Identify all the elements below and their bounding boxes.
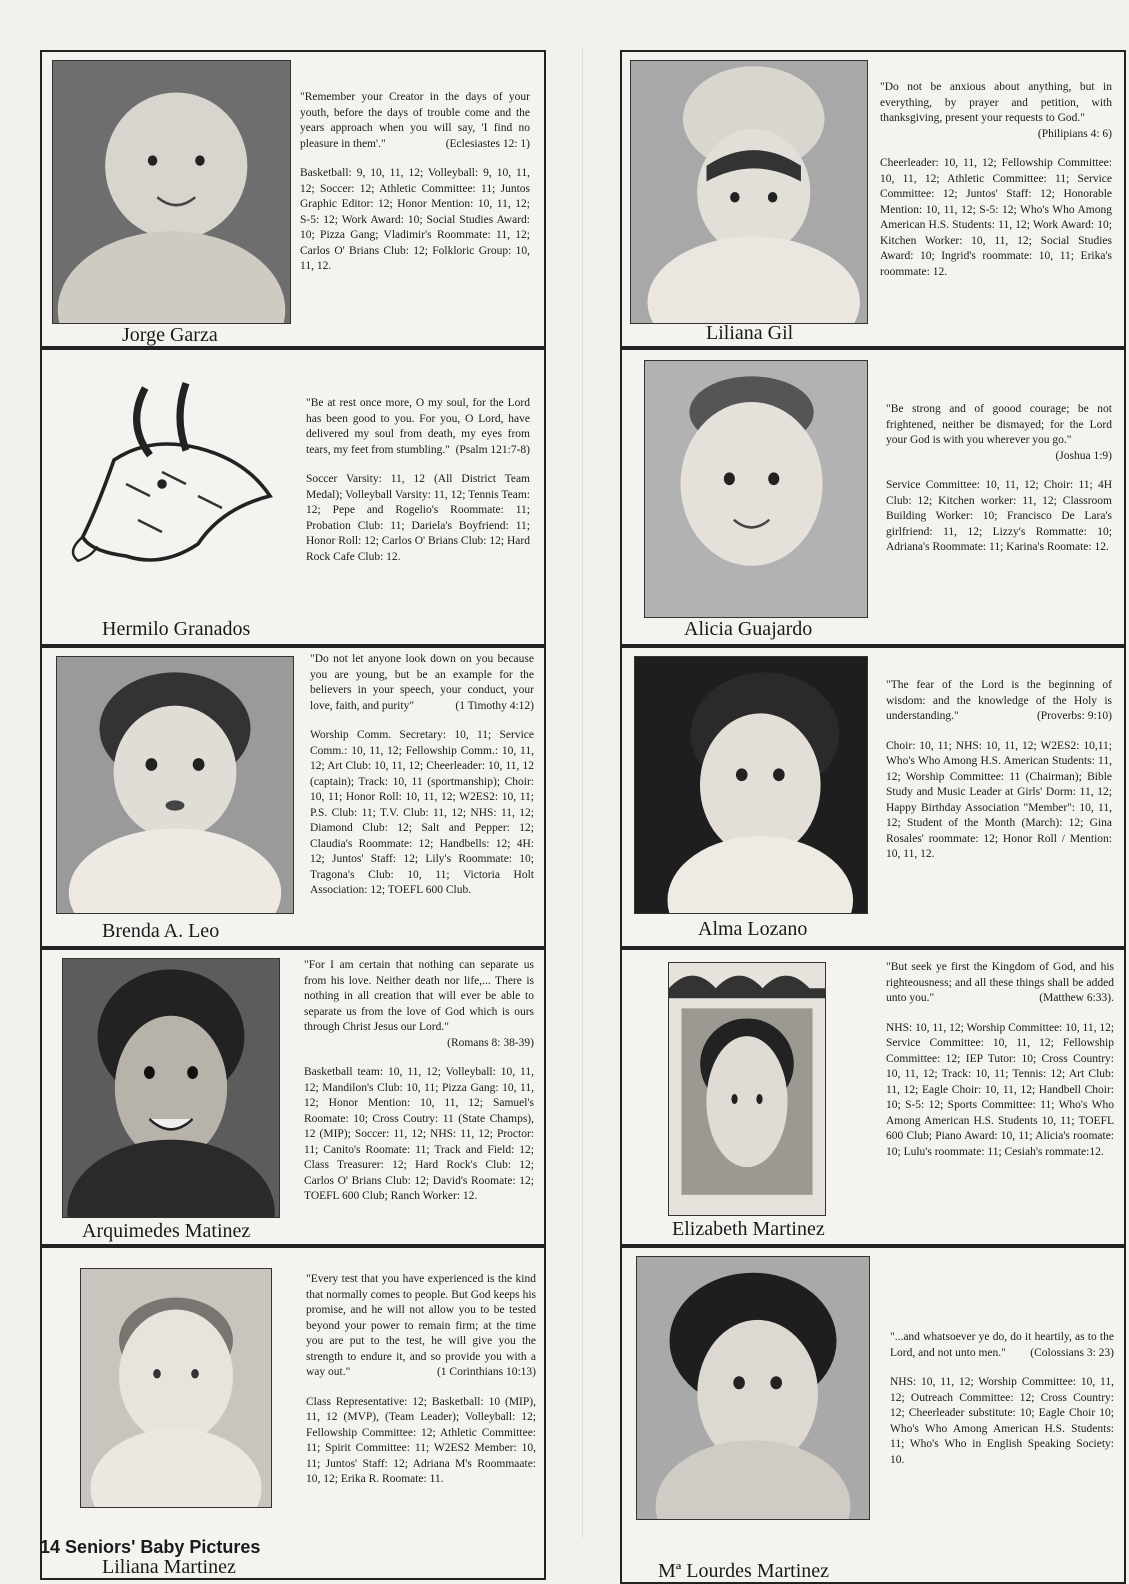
bible-quote [306,396,530,458]
student-name: Mª Lourdes Martinez [658,1560,830,1582]
student-name: Elizabeth Martinez [672,1218,825,1240]
quote-reference: (Eclesiastes 12: 1) [445,137,530,150]
section-title: Seniors' Baby Pictures [65,1537,261,1557]
student-name: Brenda A. Leo [102,920,220,942]
bible-quote [880,80,1112,142]
senior-card [620,646,1126,948]
activities: Worship Comm. Secretary: 10, 11; Service Comm.: 10, 11, 12; Fellowship Comm.: 10, 11, 12; Art Club: 10, 11, 12; Cheerleader: 10, 11, 12 (captain); Track: 10, 11 (sportmanship); Choir: 10, 11; Honor Roll: 10, 11, 12; W2ES2: 10, 11; P.S. Club: 11; T.V. Club: 11, 12; NHS: 11, 12; Diamond Club: 12; Salt and Pepper: 12; Claudia's Roommate: 12; Handbells: 12; 4H: 12; Juntos' Staff: 12; Lily's Roommate: 10; Tragona's Club: 10, 11; Victoria Holt Association: 12; TOEFL 600 Club. [310,729,534,896]
senior-card [620,948,1126,1246]
quote-text: "Every test that you have experienced is the kind that normally comes to people. But God keeps his promise, and he will not allow you to be tested beyond your power to remain firm; at the time you are put to the test, he will give you the strength to endure it, and so provide you with a way out." [306,1273,536,1378]
quote-text: "Do not let anyone look down on you because you are young, but be an example for the believers in your speech, your conduct, your love, faith, and purity" [310,653,534,712]
bible-quote [304,958,534,1051]
student-text [886,960,1114,1160]
activities: Choir: 10, 11; NHS: 10, 11, 12; W2ES2: 10,11; Who's Who Among H.S. American Students: 11, 12; Worship Committee: 11 (Chairman); Bible Study and Music Leader at Girls' Dorm: 11, 12; Happy Birthday Association "Member": 10, 11, 12; Student of the Month (March): 12; Gina Rosales' roommate: 12; Honor Roll / Mention: 10, 11, 12. [886,739,1112,860]
senior-card [40,1246,546,1580]
student-text [886,678,1112,863]
baby-photo [634,656,868,914]
senior-card [620,348,1126,646]
student-text [306,396,530,565]
senior-card [40,348,546,646]
activities: Basketball team: 10, 11, 12; Volleyball: 10, 11, 12; Mandilon's Club: 10, 11; Pizza Gang: 10, 11, 12; Honor Mention: 10, 11, 12; Samuel's Roomate: 10; Cross Coutry: 11 (State Champs), 12 (MIP); Soccer: 11, 12; NHS: 11, 12; Proctor: 11; Canito's Roomate: 11; Track and Field: 12; Class Treasurer: 12; Hard Rock's Club: 12; Carlos O' Brians Club: 12; David's Roomate: 12; TOEFL 600 Club; Ranch Worker: 12. [304,1066,534,1202]
student-text [306,1272,536,1488]
baby-photo [56,656,294,914]
quote-reference: (Colossians 3: 23) [1030,1346,1114,1359]
page-footer [40,1537,260,1558]
baby-photo [644,360,868,618]
senior-card [40,948,546,1246]
activities: Class Representative: 12; Basketball: 10 (MIP), 11, 12 (MVP), (Team Leader); Volleyball: 12; Fellowship Committee: 12; Athletic Committee: 11; Spirit Committee: 11; W2ES2 Member: 10, 11; Juntos' Staff: 12; Adriana M's Roommaate: 10, 12; Erika R. Roomate: 11. [306,1395,536,1485]
student-name: Jorge Garza [122,324,218,346]
quote-text: "Do not be anxious about anything, but in everything, by prayer and petition, with thanksgiving, present your requests to God." [880,81,1112,124]
student-text [886,402,1112,556]
baby-photo [630,60,868,324]
quote-reference: (Matthew 6:33). [1039,992,1114,1004]
activities: Service Committee: 10, 11, 12; Choir: 11; 4H Club: 12; Kitchen worker: 11, 12; Classroom Building Worker: 10; Francisco De Lara's girlfriend: 11, 12; Lizzy's Rommatte: 10; Adriana's Roommate: 11; Karina's Roomate: 12. [886,479,1112,553]
page-number: 14 [40,1537,61,1557]
bible-quote [310,652,534,714]
senior-card [620,50,1126,348]
baby-photo [62,958,280,1218]
goat-drawing [54,364,294,604]
student-name: Liliana Gil [706,322,794,344]
baby-photo [52,60,291,324]
bible-quote [306,1272,536,1381]
quote-reference: (Psalm 121:7-8) [455,443,530,456]
student-text [310,652,534,899]
senior-card [40,646,546,948]
quote-text: "Be strong and of goood courage; be not frightened, neither be dismayed; for the Lord your God is with you wherever you go." [886,403,1112,446]
student-text [880,80,1112,280]
baby-photo [668,962,826,1216]
quote-text: "For I am certain that nothing can separate us from his love. Neither death nor life,... There is nothing in all creation that will ever be able to separate us from the love of God which is ours through Christ Jesus our Lord." [304,959,534,1033]
bible-quote [886,678,1112,725]
quote-text: "...and whatsoever ye do, do it heartily, as to the Lord, and not unto men." [890,1331,1114,1359]
bible-quote [886,402,1112,464]
student-name: Liliana Martinez [102,1556,236,1578]
student-text [300,90,530,275]
baby-photo [636,1256,870,1520]
quote-reference: (1 Corinthians 10:13) [436,1366,536,1378]
quote-reference: (Proverbs: 9:10) [1036,710,1112,722]
quote-text: "The fear of the Lord is the beginning of wisdom: and the knowledge of the Holy is understanding." [886,679,1112,722]
activities: NHS: 10, 11, 12; Worship Committee: 10, 11, 12; Outreach Committee: 12; Cross Country: 12; Cheerleader substitute: 10; Eagle Choir 10; Who's Who Among American H.S. Students: 11; Who's Who in English Speaking Society: 10. [890,1376,1114,1466]
bible-quote [890,1330,1114,1361]
activities: Soccer Varsity: 11, 12 (All District Team Medal); Volleyball Varsity: 11, 12; Tennis Team: 12; Pepe and Rogelio's Roommate: 11; Probation Club: 11; Dariela's Boyfriend: 11; Honor Roll: 12; Carlos O' Brians Club: 12; Hard Rock Cafe Club: 12. [306,473,530,563]
senior-card [40,50,546,348]
student-text [890,1330,1114,1468]
student-name: Alma Lozano [698,918,808,940]
bible-quote [886,960,1114,1007]
senior-card [620,1246,1126,1584]
bible-quote [300,90,530,152]
activities: Basketball: 9, 10, 11, 12; Volleyball: 9, 10, 11, 12; Soccer: 12; Athletic Committee: 11; Juntos Graphic Editor: 12; Honor Mention: 10, 11, 12; S-5: 12; Work Award: 10; Social Studies Award: 10; Pizza Gang; Vladimir's Roommate: 11, 12; Carlos O' Brians Club: 12; Folkloric Group: 10, 11, 12. [300,167,530,272]
student-text [304,958,534,1205]
quote-reference: (Philipians 4: 6) [1037,127,1112,140]
baby-photo [80,1268,272,1508]
quote-text: "Be at rest once more, O my soul, for the Lord has been good to you. For you, O Lord, have delivered my soul from death, my eyes from tears, my feet from stumbling." [306,397,530,456]
quote-text: "Remember your Creator in the days of your youth, before the days of trouble come and the years approach when you will say, 'I find no pleasure in them'." [300,91,530,150]
activities: Cheerleader: 10, 11, 12; Fellowship Committee: 10, 11, 12; Athletic Committee: 11; Service Committee: 12; Juntos' Staff: 12; Honorable Mention: 10, 11, 12; S-5: 12; Who's Who Among American H.S. Students: 11, 12; Work Award: 10; Kitchen Worker: 10, 11, 12; Social Studies Award: 10; Ingrid's roommate: 10, 11; Erika's roommate: 12. [880,157,1112,278]
page-gutter [582,48,583,1538]
quote-reference: (Joshua 1:9) [1055,449,1112,462]
student-name: Alicia Guajardo [684,618,813,640]
quote-reference: (1 Timothy 4:12) [455,699,534,712]
quote-text: "But seek ye first the Kingdom of God, and his righteousness; and all these things shall be added unto you." [886,961,1114,1004]
student-name: Arquimedes Matinez [82,1220,251,1242]
quote-reference: (Romans 8: 38-39) [447,1036,534,1049]
activities: NHS: 10, 11, 12; Worship Committee: 10, 11, 12; Service Committee: 10, 11, 12; Fellowship Committee: 12; IEP Tutor: 10; Cross Country: 10, 11, 12; Track: 10, 11; Tennis: 12; Art Club: 11, 12; Eagle Choir: 10, 11, 12; Handbell Choir: 10; S-5: 12; Sports Committee: 11; Who's Who Among American H.S. Students 10, 11; TOEFL 600 Club; Piano Award: 10, 11; Alicia's roomate: 10; Lulu's roommate: 11; Cesiah's rommate:12. [886,1021,1115,1158]
student-name: Hermilo Granados [102,618,251,640]
